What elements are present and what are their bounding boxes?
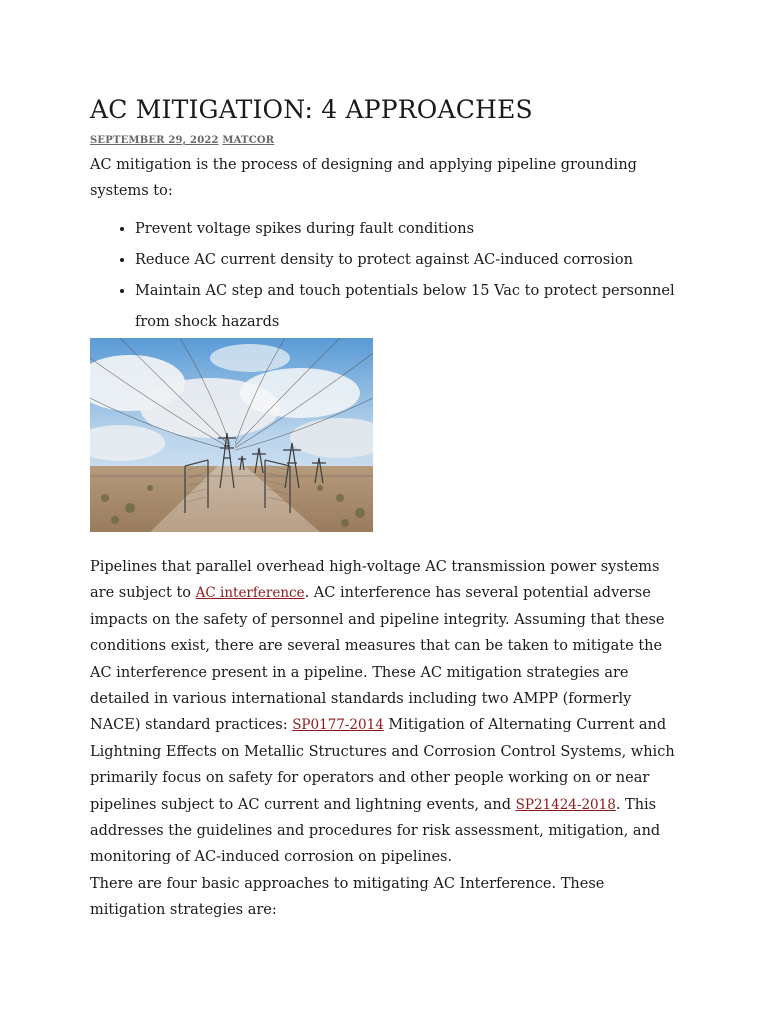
intro-paragraph: AC mitigation is the process of designing and applying pipeline grounding systems to:	[90, 157, 637, 199]
list-item: • Maintain AC step and touch potentials below 15 Vac to protect personnel from shock hazards	[135, 276, 680, 338]
sp0177-link[interactable]: SP0177-2014	[292, 717, 384, 734]
author-link[interactable]: MATCOR	[222, 135, 275, 146]
list-item: • Prevent voltage spikes during fault conditions	[135, 214, 680, 245]
article-meta	[90, 134, 680, 148]
body-paragraph	[90, 554, 680, 871]
ac-interference-link[interactable]: AC interference	[195, 585, 305, 602]
article	[90, 90, 680, 924]
sp21424-link[interactable]: SP21424-2018	[515, 796, 616, 813]
bullet-list	[90, 214, 680, 338]
article-title: AC MITIGATION: 4 APPROACHES	[90, 95, 533, 124]
body-text-4: . This addresses the guidelines and procedures for risk assessment, mitigation, and monitoring of AC-induced corrosion on pipelines.	[90, 796, 661, 866]
power-lines-photo	[90, 338, 373, 532]
approaches-paragraph: There are four basic approaches to mitigating AC Interference. These mitigation strategies are:	[90, 875, 605, 919]
body-text-2: . AC interference has several potential adverse impacts on the safety of personnel and pipeline integrity. Assuming that these conditions exist, there are several measures that can be taken to mitigate the AC interference present in a pipeline. These AC mitigation strategies are detailed in various international standards including two AMPP (formerly NACE) standard practices:	[90, 585, 665, 734]
list-item: • Reduce AC current density to protect against AC-induced corrosion	[135, 245, 680, 276]
body-text-1: Pipelines that parallel overhead high-voltage AC transmission power systems are subject to	[90, 559, 660, 602]
body-text-3: Mitigation of Alternating Current and Lightning Effects on Metallic Structures and Corrosion Control Systems, which primarily focus on safety for operators and other people working on or near pipelines subject to AC current and lightning events, and	[90, 717, 675, 813]
date-link[interactable]: SEPTEMBER 29, 2022	[90, 135, 219, 146]
